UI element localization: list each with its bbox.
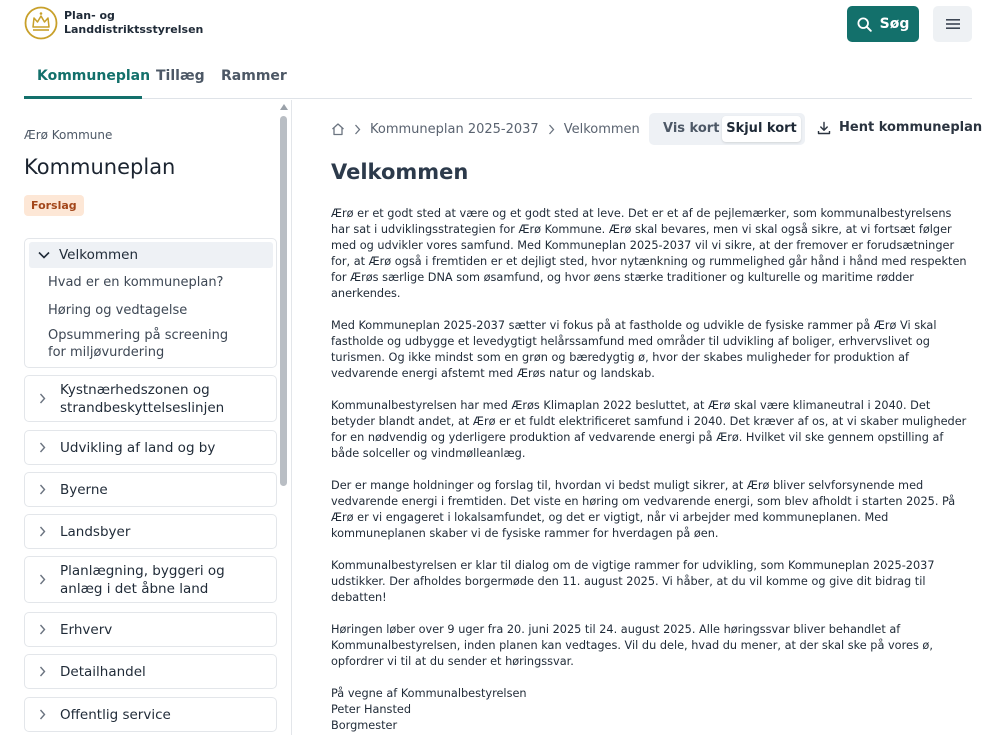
page-title: Velkommen xyxy=(331,160,469,184)
signature-line: På vegne af Kommunalbestyrelsen xyxy=(331,687,527,700)
download-plan-button[interactable] xyxy=(817,120,982,135)
show-map-button[interactable]: Vis kort xyxy=(663,121,720,136)
active-tab-indicator xyxy=(24,96,142,99)
nav-section-label: Offentlig service xyxy=(60,706,171,723)
paragraph: Med Kommuneplan 2025-2037 sætter vi fokus på at fastholde og udvikle de fysiske rammer på Ærø Vi skal fastholde og udbygge et levedygtigt helårssamfund med områder til udvikling af boliger, erhvervslivet og turismen. Og ikke mindst som en grøn og bæredygtig ø, hvor der skabes muligheder for produktion af vedvarende energi afstemt med Ærøs natur og landskab. xyxy=(331,319,937,380)
nav-section-label: Erhverv xyxy=(60,621,113,638)
agency-logo[interactable] xyxy=(24,6,203,40)
search-button-label: Søg xyxy=(879,16,910,32)
paragraph: Kommunalbestyrelsen er klar til dialog om de vigtige rammer for udvikling, som Kommuneplan 2025-2037 udstikker. Der afholdes borgermøde den 11. august 2025. Vi håber, at du vil komme og give dit bidrag til debatten! xyxy=(331,559,935,604)
chevron-right-icon xyxy=(39,624,46,635)
tab-tillaeg[interactable]: Tillæg xyxy=(156,68,205,84)
article-body xyxy=(331,206,973,734)
tab-kommuneplan[interactable]: Kommuneplan xyxy=(37,68,151,84)
chevron-right-icon xyxy=(39,393,46,404)
chevron-right-icon xyxy=(39,709,46,720)
nav-section-kystnaerhedszonen[interactable] xyxy=(24,375,277,422)
chevron-right-icon xyxy=(39,484,46,495)
breadcrumb-item-velkommen: Velkommen xyxy=(563,121,640,137)
logo-text xyxy=(64,9,203,37)
nav-section-detailhandel[interactable] xyxy=(24,654,277,689)
search-button[interactable] xyxy=(847,6,919,42)
chevron-right-icon xyxy=(39,526,46,537)
nav-section-label: Kystnærhedszonen og strandbeskyttelseslinjen xyxy=(60,381,225,416)
municipality-label: Ærø Kommune xyxy=(24,128,113,142)
nav-section-label: Byerne xyxy=(60,481,108,498)
nav-section-landsbyer[interactable] xyxy=(24,514,277,549)
download-label: Hent kommuneplan xyxy=(839,120,983,135)
crown-logo-icon xyxy=(24,6,58,40)
nav-subitem-hvad-er-en-kommuneplan[interactable]: Hvad er en kommuneplan? xyxy=(48,275,224,290)
status-badge: Forslag xyxy=(24,195,84,216)
chevron-right-icon xyxy=(39,666,46,677)
chevron-right-icon xyxy=(39,574,46,585)
nav-subitem-opsummering[interactable]: Opsummering på screening for miljøvurdering xyxy=(48,328,229,360)
paragraph: Høringen løber over 9 uger fra 20. juni 2025 til 24. august 2025. Alle høringssvar bliver behandlet af Kommunalbestyrelsen, inden planen kan vedtages. Vil du dele, hvad du mener, at der skal ske på vores ø, opfordrer vi til at du sender et høringssvar. xyxy=(331,623,933,668)
breadcrumb-separator xyxy=(354,124,361,135)
nav-section-label: Landsbyer xyxy=(60,523,131,540)
nav-section-velkommen-header[interactable] xyxy=(29,242,273,268)
logo-line-1: Plan- og xyxy=(64,9,115,22)
nav-section-udvikling-af-land-og-by[interactable] xyxy=(24,430,277,465)
breadcrumb-separator xyxy=(548,124,555,135)
chevron-down-icon xyxy=(38,251,50,259)
map-toggle xyxy=(649,113,805,145)
sidebar-scrollbar-thumb[interactable] xyxy=(280,116,287,486)
hide-map-button[interactable]: Skjul kort xyxy=(722,116,801,142)
paragraph: Ærø er et godt sted at være og et godt sted at leve. Det er et af de pejlemærker, som kommunalbestyrelsens har sat i udviklingsstrategien for Ærø Kommune. Ærø skal bevares, men vi skal også sikre, at vi fortsæt følger med og udvikler vores samfund. Med Kommuneplan 2025-2037 vil vi sikre, at der fremover er forudsætninger for, at Ærø også i fremtiden er et dejligt sted, hvor nytænkning og rummelighed går hånd i hånd med respekten for Ærøs særlige DNA som øsamfund, og hvor øens stærke traditioner og kulturelle og maritime rødder anerkendes. xyxy=(331,207,967,300)
signature xyxy=(331,686,973,734)
sidebar xyxy=(0,100,292,735)
nav-section-offentlig-service[interactable] xyxy=(24,697,277,732)
home-icon[interactable] xyxy=(331,122,345,136)
signature-name: Peter Hansted xyxy=(331,703,411,716)
sidebar-title: Kommuneplan xyxy=(24,155,176,179)
nav-section-label: Velkommen xyxy=(59,247,139,263)
nav-section-byerne[interactable] xyxy=(24,472,277,507)
breadcrumb xyxy=(331,120,640,138)
menu-button[interactable] xyxy=(933,6,972,42)
logo-line-2: Landdistriktsstyrelsen xyxy=(64,23,204,36)
nav-section-label: Udvikling af land og by xyxy=(60,439,216,456)
nav-section-erhverv[interactable] xyxy=(24,612,277,647)
paragraph: Kommunalbestyrelsen har med Ærøs Klimaplan 2022 besluttet, at Ærø skal være klimaneutral i 2040. Det betyder blandt andet, at Ærø er et fuldt elektrificeret samfund i 2040. Det kræver af os, at vi skaber muligheder for en nødvendig og yderligere produktion af vedvarende energi på Ærø. Hvilket vil ske gennem opstilling af både solceller og vindmølleanlæg. xyxy=(331,399,967,460)
nav-section-planlaegning[interactable] xyxy=(24,556,277,603)
chevron-right-icon xyxy=(548,124,555,135)
hamburger-icon xyxy=(946,18,960,30)
paragraph: Der er mange holdninger og forslag til, hvordan vi bedst muligt sikrer, at Ærø bliver selvforsynende med vedvarende energi i fremtiden. Det viste en høring om vedvarende energi, som blev afholdt i starten 2025. På Ærø er vi engageret i lokalsamfundet, og det er vigtigt, når vi arbejder med kommuneplanen. Med kommuneplanen skaber vi de fysiske rammer for hverdagen på øen. xyxy=(331,479,956,540)
chevron-right-icon xyxy=(39,442,46,453)
nav-section-label: Planlægning, byggeri og anlæg i det åbne land xyxy=(60,562,225,597)
download-icon xyxy=(817,121,831,135)
nav-subitem-hoering-og-vedtagelse[interactable]: Høring og vedtagelse xyxy=(48,303,188,318)
tab-rammer[interactable]: Rammer xyxy=(221,68,287,84)
main-tabs xyxy=(24,58,972,99)
breadcrumb-item-kommuneplan[interactable]: Kommuneplan 2025-2037 xyxy=(370,121,539,137)
scrollbar-up-arrow[interactable] xyxy=(280,104,288,110)
search-icon xyxy=(857,17,872,32)
nav-section-label: Detailhandel xyxy=(60,663,146,680)
signature-title: Borgmester xyxy=(331,719,398,732)
chevron-right-icon xyxy=(354,124,361,135)
